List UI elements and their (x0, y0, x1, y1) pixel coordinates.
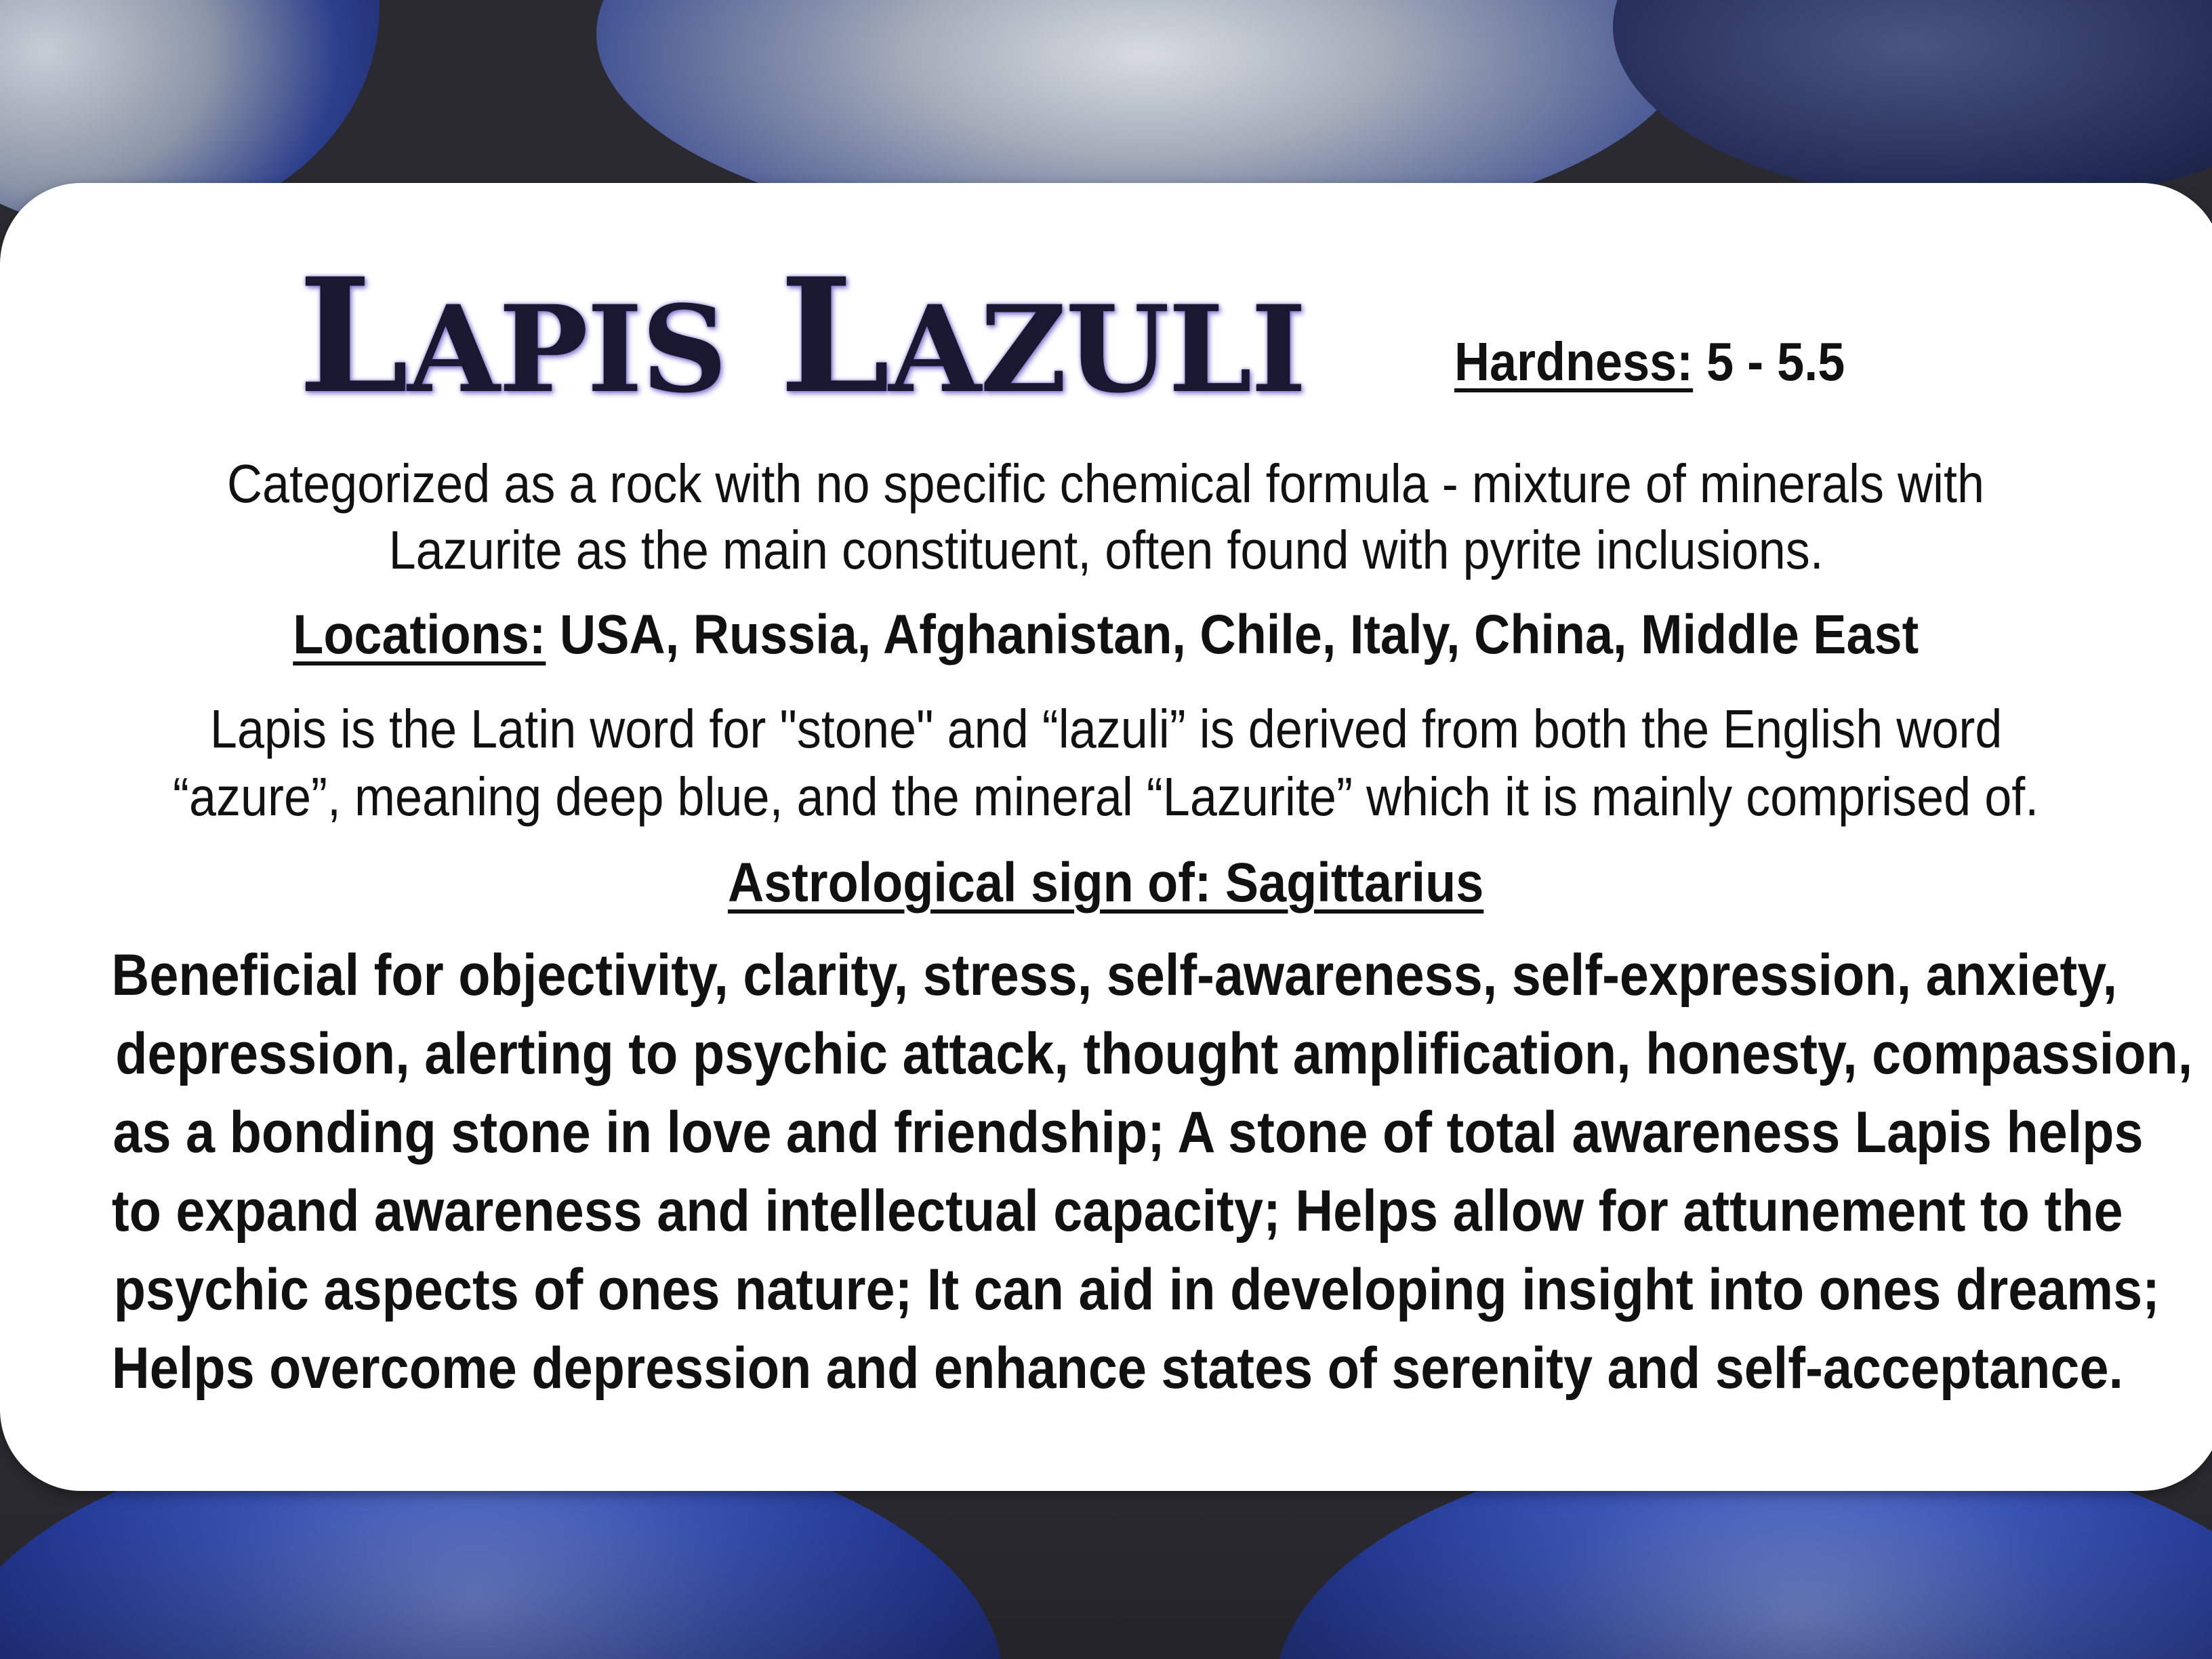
title-rest-azuli: AZULI (888, 279, 1305, 419)
benefits-line-3: as a bonding stone in love and friendship; A stone of total awareness Lapis helps (112, 1100, 2144, 1165)
benefits-line-2: depression, alerting to psychic attack, thought amplification, honesty, compassion, (115, 1021, 2193, 1086)
title-initial-l2: L (779, 243, 889, 428)
locations-label: Locations: (293, 604, 546, 665)
benefits-line-4: to expand awareness and intellectual capacity; Helps allow for attunement to the (111, 1179, 2123, 1244)
astrological-sign: Astrological sign of: Sagittarius (728, 852, 1484, 914)
hardness-label: Hardness: (1454, 331, 1694, 392)
title-rest-apis: APIS (407, 279, 726, 419)
description-line-1: Categorized as a rock with no specific chemical formula - mixture of minerals with (227, 453, 1985, 514)
locations-line (0, 603, 2212, 667)
benefits-line-1: Beneficial for objectivity, clarity, stress, self-awareness, self-expression, anxiety, (111, 943, 2118, 1008)
background-shadow (0, 1477, 2212, 1659)
title-initial-l1: L (298, 243, 408, 428)
description-line-2: Lazurite as the main constituent, often found with pyrite inclusions. (388, 520, 1824, 580)
benefits-line-6: Helps overcome depression and enhance states of serenity and self-acceptance. (111, 1336, 2124, 1401)
locations-value: USA, Russia, Afghanistan, Chile, Italy, China, Middle East (546, 604, 1919, 665)
etymology-line-2: “azure”, meaning deep blue, and the mineral “Lazurite” which it is mainly comprised of. (173, 766, 2039, 827)
etymology-line-1: Lapis is the Latin word for "stone" and “lazuli” is derived from both the English word (209, 699, 2003, 759)
hardness-line (1454, 331, 1845, 393)
benefits-line-5: psychic aspects of ones nature; It can aid in developing insight into ones dreams; (113, 1257, 2160, 1322)
card-title (298, 243, 1305, 428)
lapis-stone-top-right (1613, 0, 2212, 203)
hardness-value: 5 - 5.5 (1693, 331, 1845, 392)
